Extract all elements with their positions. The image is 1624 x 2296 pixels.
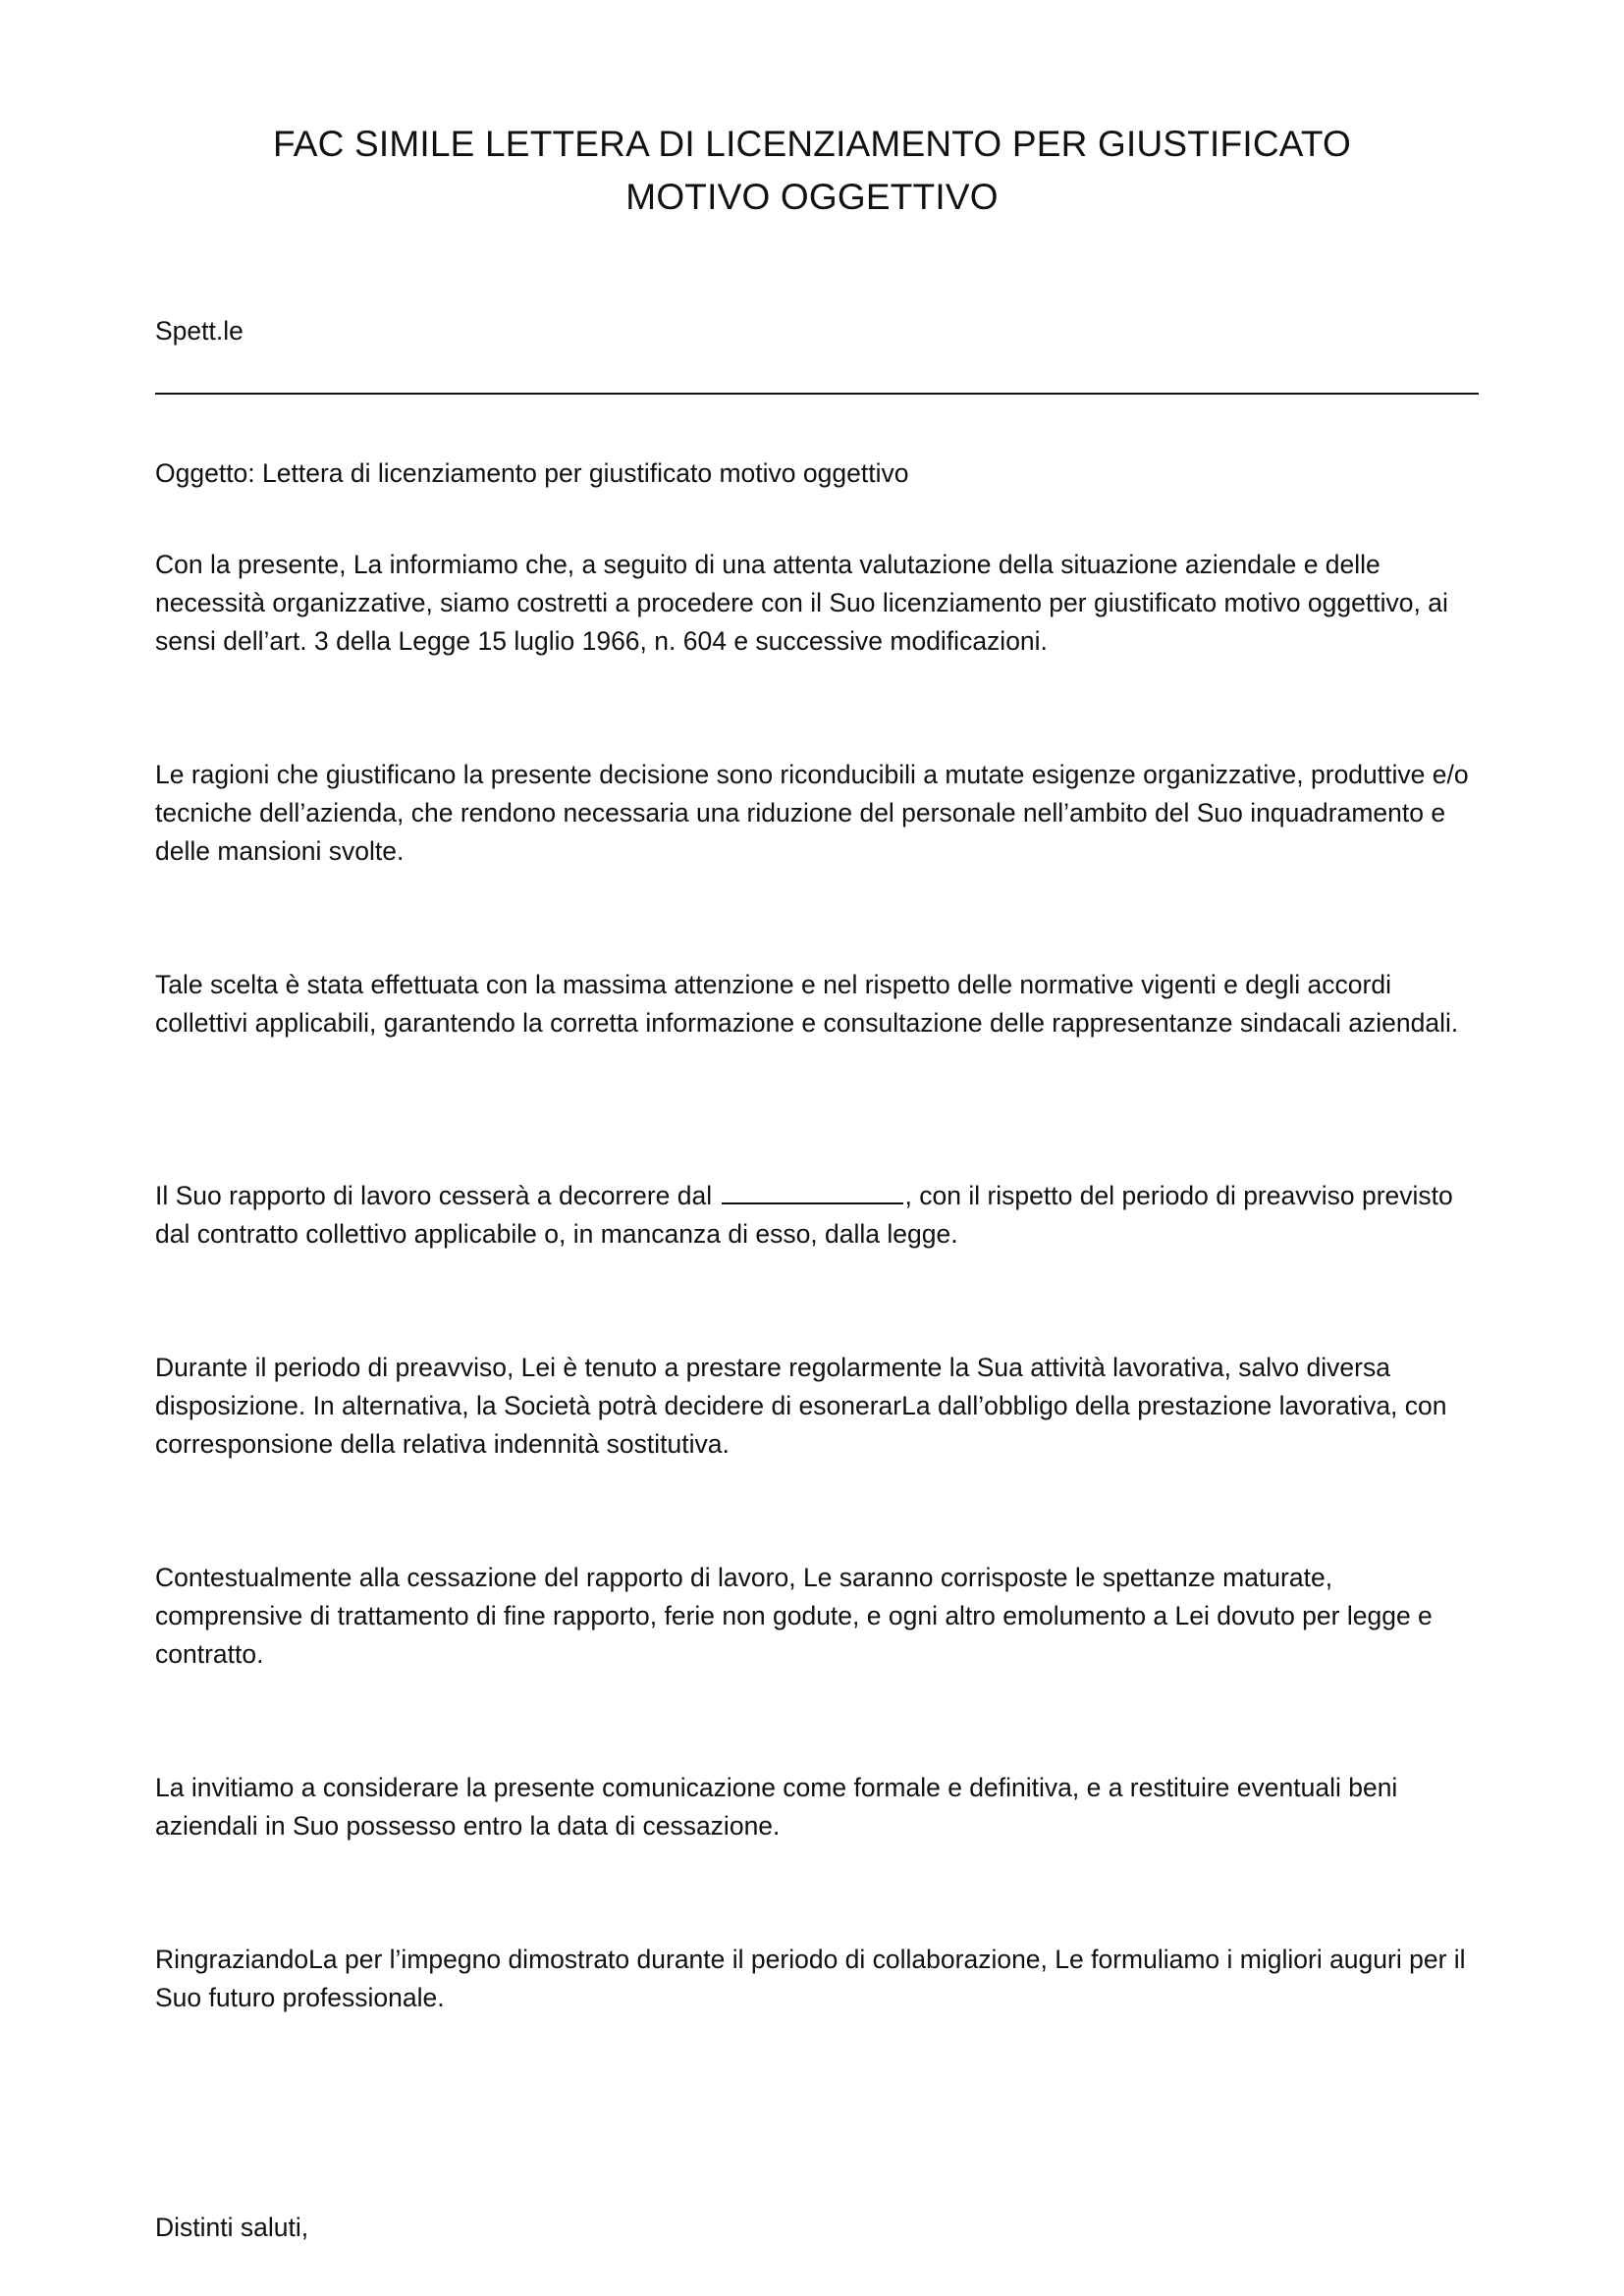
document-title — [157, 118, 1467, 224]
subject-line: Oggetto: Lettera di licenziamento per giustificato motivo oggettivo — [155, 458, 909, 488]
paragraph-4-start: Il Suo rapporto di lavoro cesserà a decorrere dal — [155, 1181, 713, 1210]
paragraph-6: Contestualmente alla cessazione del rapporto di lavoro, Le saranno corrisposte le spettanze maturate, comprensive di trattamento di fine rapporto, ferie non godute, e ogni altro emolumento a Lei dovuto per legge e contratto. — [155, 1563, 1433, 1669]
paragraph-1: Con la presente, La informiamo che, a seguito di una attenta valutazione della situazione aziendale e delle necessità organizzative, siamo costretti a procedere con il Suo licenziamento per giustificato motivo oggettivo, ai sensi dell’art. 3 della Legge 15 luglio 1966, n. 604 e successive modificazioni. — [155, 550, 1448, 656]
paragraph-3: Tale scelta è stata effettuata con la massima attenzione e nel rispetto delle normative vigenti e degli accordi collettivi applicabili, garantendo la corretta informazione e consultazione delle rappresentanze sindacali aziendali. — [155, 970, 1459, 1038]
date-blank-field[interactable] — [722, 1181, 903, 1204]
paragraph-2: Le ragioni che giustificano la presente decisione sono riconducibili a mutate esigenze organizzative, produttive e/o tecniche dell’azienda, che rendono necessaria una riduzione del personale nell’ambito del Suo inquadramento e delle mansioni svolte. — [155, 760, 1469, 866]
paragraph-8: RingraziandoLa per l’impegno dimostrato durante il periodo di collaborazione, Le formuliamo i migliori auguri per il Suo futuro professionale. — [155, 1945, 1466, 2012]
recipient-label: Spett.le — [155, 316, 244, 346]
closing-salutation: Distinti saluti, — [155, 2213, 309, 2242]
paragraph-4 — [155, 1177, 1481, 1254]
document-title-line-1: FAC SIMILE LETTERA DI LICENZIAMENTO PER GIUSTIFICATO — [273, 124, 1351, 164]
paragraph-7: La invitiamo a considerare la presente comunicazione come formale e definitiva, e a restituire eventuali beni aziendali in Suo possesso entro la data di cessazione. — [155, 1773, 1398, 1841]
paragraph-5: Durante il periodo di preavviso, Lei è tenuto a prestare regolarmente la Sua attività lavorativa, salvo diversa disposizione. In alternativa, la Società potrà decidere di esonerarLa dall’obbligo della prestazione lavorativa, con corresponsione della relativa indennità sostitutiva. — [155, 1353, 1447, 1459]
paragraph-4-end: , con il rispetto del periodo di preavviso previsto dal contratto collettivo applicabile o, in mancanza di esso, dalla legge. — [155, 1181, 1453, 1249]
document-title-line-2: MOTIVO OGGETTIVO — [625, 177, 999, 217]
recipient-line — [155, 393, 1479, 395]
